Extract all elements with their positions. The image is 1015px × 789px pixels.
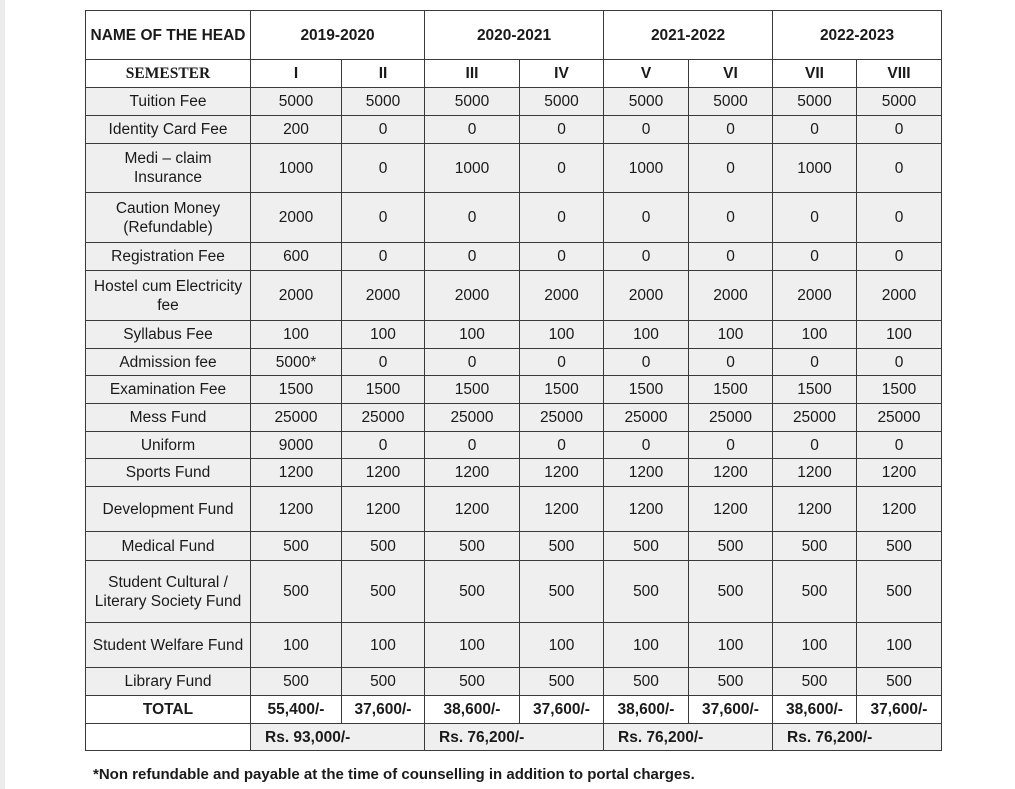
fee-amount: 100 (520, 321, 604, 349)
year-total: Rs. 76,200/- (773, 724, 942, 751)
fee-amount: 100 (342, 321, 425, 349)
semester-header: IV (520, 60, 604, 88)
fee-amount: 1200 (425, 459, 520, 487)
fee-amount: 2000 (425, 271, 520, 321)
fee-amount: 1200 (604, 487, 689, 532)
fee-amount: 500 (604, 532, 689, 561)
fee-head-label: Student Cultural / Literary Society Fund (86, 561, 251, 623)
fee-amount: 0 (425, 349, 520, 376)
fee-amount: 0 (425, 432, 520, 459)
fee-head-label: Library Fund (86, 668, 251, 696)
fee-amount: 25000 (342, 404, 425, 432)
fee-amount: 500 (251, 561, 342, 623)
fee-amount: 1200 (520, 487, 604, 532)
fee-amount: 0 (520, 193, 604, 243)
fee-amount: 100 (251, 321, 342, 349)
fee-amount: 1200 (251, 459, 342, 487)
fee-amount: 500 (773, 532, 857, 561)
year-header: 2021-2022 (604, 11, 773, 60)
fee-amount: 0 (773, 243, 857, 271)
left-margin-strip (0, 0, 5, 789)
fee-row (86, 88, 942, 116)
fee-amount: 0 (857, 144, 942, 193)
fee-amount: 500 (520, 668, 604, 696)
fee-amount: 0 (342, 243, 425, 271)
fee-amount: 500 (251, 532, 342, 561)
fee-row (86, 561, 942, 623)
fee-amount: 25000 (520, 404, 604, 432)
fee-amount: 500 (604, 561, 689, 623)
fee-amount: 500 (342, 668, 425, 696)
fee-amount: 500 (857, 561, 942, 623)
fee-amount: 500 (520, 561, 604, 623)
fee-amount: 0 (773, 116, 857, 144)
fee-amount: 25000 (689, 404, 773, 432)
fee-amount: 0 (857, 349, 942, 376)
fee-amount: 0 (604, 243, 689, 271)
fee-amount: 100 (425, 623, 520, 668)
semester-total: 37,600/- (342, 696, 425, 724)
fee-head-label: Registration Fee (86, 243, 251, 271)
total-label: TOTAL (86, 696, 251, 724)
fee-head-label: Tuition Fee (86, 88, 251, 116)
fee-amount: 25000 (604, 404, 689, 432)
fee-amount: 25000 (773, 404, 857, 432)
fee-amount: 1200 (689, 487, 773, 532)
fee-amount: 5000 (689, 88, 773, 116)
fee-head-label: Identity Card Fee (86, 116, 251, 144)
fee-amount: 0 (857, 432, 942, 459)
fee-amount: 100 (520, 623, 604, 668)
fee-amount: 1200 (425, 487, 520, 532)
fee-amount: 0 (520, 144, 604, 193)
fee-amount: 1500 (689, 376, 773, 404)
fee-amount: 500 (857, 532, 942, 561)
fee-amount: 0 (773, 193, 857, 243)
semester-total: 37,600/- (857, 696, 942, 724)
fee-amount: 5000 (773, 88, 857, 116)
fee-row (86, 404, 942, 432)
year-header: 2020-2021 (425, 11, 604, 60)
fee-amount: 1200 (773, 487, 857, 532)
fee-amount: 0 (604, 432, 689, 459)
fee-amount: 1200 (520, 459, 604, 487)
fee-amount: 0 (342, 193, 425, 243)
fee-amount: 500 (689, 532, 773, 561)
fee-row (86, 321, 942, 349)
fee-amount: 5000 (520, 88, 604, 116)
semester-header: III (425, 60, 520, 88)
fee-amount: 500 (342, 561, 425, 623)
fee-amount: 0 (520, 349, 604, 376)
fee-amount: 5000 (604, 88, 689, 116)
fee-amount: 1200 (857, 487, 942, 532)
fee-head-label: Medi – claim Insurance (86, 144, 251, 193)
fee-row (86, 532, 942, 561)
fee-amount: 0 (520, 243, 604, 271)
fee-amount: 500 (520, 532, 604, 561)
fee-amount: 0 (857, 116, 942, 144)
fee-amount: 5000 (251, 88, 342, 116)
fee-amount: 500 (425, 532, 520, 561)
fee-amount: 500 (773, 668, 857, 696)
fee-amount: 500 (251, 668, 342, 696)
fee-amount: 1000 (604, 144, 689, 193)
fee-amount: 100 (857, 321, 942, 349)
fee-amount: 1500 (342, 376, 425, 404)
fee-amount: 0 (425, 243, 520, 271)
fee-head-label: Mess Fund (86, 404, 251, 432)
fee-amount: 1200 (773, 459, 857, 487)
fee-amount: 0 (773, 432, 857, 459)
fee-amount: 0 (857, 243, 942, 271)
semester-header: V (604, 60, 689, 88)
fee-row (86, 459, 942, 487)
fee-row (86, 116, 942, 144)
fee-amount: 1000 (773, 144, 857, 193)
fee-amount: 1000 (425, 144, 520, 193)
blank-cell (86, 724, 251, 751)
fee-amount: 1200 (342, 459, 425, 487)
footnote: *Non refundable and payable at the time of counselling in addition to portal charges. (93, 766, 695, 783)
fee-row (86, 193, 942, 243)
fee-row (86, 432, 942, 459)
fee-amount: 500 (689, 668, 773, 696)
fee-amount: 500 (857, 668, 942, 696)
semester-total: 55,400/- (251, 696, 342, 724)
fee-head-label: Caution Money (Refundable) (86, 193, 251, 243)
fee-amount: 100 (251, 623, 342, 668)
semester-label: SEMESTER (86, 60, 251, 88)
semester-total: 37,600/- (689, 696, 773, 724)
fee-amount: 100 (689, 623, 773, 668)
year-total: Rs. 76,200/- (604, 724, 773, 751)
fee-amount: 500 (689, 561, 773, 623)
fee-row (86, 376, 942, 404)
fee-amount: 1500 (857, 376, 942, 404)
fee-row (86, 271, 942, 321)
fee-row (86, 243, 942, 271)
year-total: Rs. 93,000/- (251, 724, 425, 751)
total-row (86, 696, 942, 724)
fee-amount: 1500 (251, 376, 342, 404)
fee-amount: 2000 (773, 271, 857, 321)
semester-total: 37,600/- (520, 696, 604, 724)
semester-header: VII (773, 60, 857, 88)
fee-amount: 100 (773, 623, 857, 668)
fee-amount: 2000 (689, 271, 773, 321)
fee-amount: 0 (520, 116, 604, 144)
fee-amount: 0 (425, 193, 520, 243)
yearly-total-row (86, 724, 942, 751)
semester-total: 38,600/- (773, 696, 857, 724)
fee-amount: 600 (251, 243, 342, 271)
fee-row (86, 144, 942, 193)
fee-row (86, 487, 942, 532)
fee-amount: 500 (773, 561, 857, 623)
fee-amount: 0 (342, 116, 425, 144)
fee-amount: 0 (342, 144, 425, 193)
fee-head-label: Student Welfare Fund (86, 623, 251, 668)
fee-amount: 2000 (251, 271, 342, 321)
fee-head-label: Hostel cum Electricity fee (86, 271, 251, 321)
fee-amount: 1200 (342, 487, 425, 532)
fee-amount: 2000 (251, 193, 342, 243)
year-header: 2019-2020 (251, 11, 425, 60)
fee-amount: 100 (604, 623, 689, 668)
fee-row (86, 349, 942, 376)
fee-amount: 0 (342, 349, 425, 376)
fee-amount: 2000 (604, 271, 689, 321)
fee-amount: 1200 (604, 459, 689, 487)
fee-amount: 500 (425, 668, 520, 696)
fee-amount: 0 (604, 116, 689, 144)
fee-row (86, 668, 942, 696)
fee-amount: 0 (689, 349, 773, 376)
fee-amount: 1500 (773, 376, 857, 404)
fee-amount: 200 (251, 116, 342, 144)
semester-header-row (86, 60, 942, 88)
fee-amount: 0 (689, 243, 773, 271)
fee-amount: 0 (689, 432, 773, 459)
fee-head-label: Syllabus Fee (86, 321, 251, 349)
semester-header: I (251, 60, 342, 88)
fee-amount: 25000 (425, 404, 520, 432)
fee-head-label: Admission fee (86, 349, 251, 376)
fee-amount: 5000 (342, 88, 425, 116)
fee-amount: 0 (689, 144, 773, 193)
fee-amount: 1200 (689, 459, 773, 487)
head-column-header: NAME OF THE HEAD (86, 11, 251, 60)
fee-amount: 1200 (857, 459, 942, 487)
fee-amount: 1200 (251, 487, 342, 532)
fee-structure-table (85, 10, 942, 751)
fee-amount: 100 (425, 321, 520, 349)
fee-amount: 0 (689, 116, 773, 144)
fee-amount: 1500 (520, 376, 604, 404)
fee-head-label: Sports Fund (86, 459, 251, 487)
fee-amount: 0 (604, 193, 689, 243)
fee-head-label: Development Fund (86, 487, 251, 532)
fee-amount: 25000 (857, 404, 942, 432)
year-total: Rs. 76,200/- (425, 724, 604, 751)
semester-header: VI (689, 60, 773, 88)
fee-head-label: Uniform (86, 432, 251, 459)
fee-amount: 1000 (251, 144, 342, 193)
fee-amount: 5000* (251, 349, 342, 376)
fee-amount: 100 (773, 321, 857, 349)
fee-amount: 0 (520, 432, 604, 459)
fee-amount: 25000 (251, 404, 342, 432)
fee-amount: 0 (604, 349, 689, 376)
fee-amount: 500 (425, 561, 520, 623)
fee-amount: 5000 (857, 88, 942, 116)
fee-row (86, 623, 942, 668)
fee-amount: 5000 (425, 88, 520, 116)
year-header: 2022-2023 (773, 11, 942, 60)
semester-header: II (342, 60, 425, 88)
semester-total: 38,600/- (425, 696, 520, 724)
fee-amount: 9000 (251, 432, 342, 459)
fee-amount: 100 (857, 623, 942, 668)
fee-head-label: Medical Fund (86, 532, 251, 561)
fee-amount: 1500 (425, 376, 520, 404)
fee-amount: 2000 (857, 271, 942, 321)
fee-head-label: Examination Fee (86, 376, 251, 404)
fee-amount: 100 (689, 321, 773, 349)
year-header-row (86, 11, 942, 60)
fee-amount: 100 (604, 321, 689, 349)
semester-header: VIII (857, 60, 942, 88)
fee-amount: 100 (342, 623, 425, 668)
fee-amount: 2000 (342, 271, 425, 321)
fee-amount: 0 (342, 432, 425, 459)
fee-amount: 500 (604, 668, 689, 696)
fee-amount: 500 (342, 532, 425, 561)
fee-amount: 0 (773, 349, 857, 376)
fee-amount: 0 (857, 193, 942, 243)
fee-amount: 2000 (520, 271, 604, 321)
semester-total: 38,600/- (604, 696, 689, 724)
fee-amount: 0 (425, 116, 520, 144)
fee-amount: 1500 (604, 376, 689, 404)
fee-amount: 0 (689, 193, 773, 243)
